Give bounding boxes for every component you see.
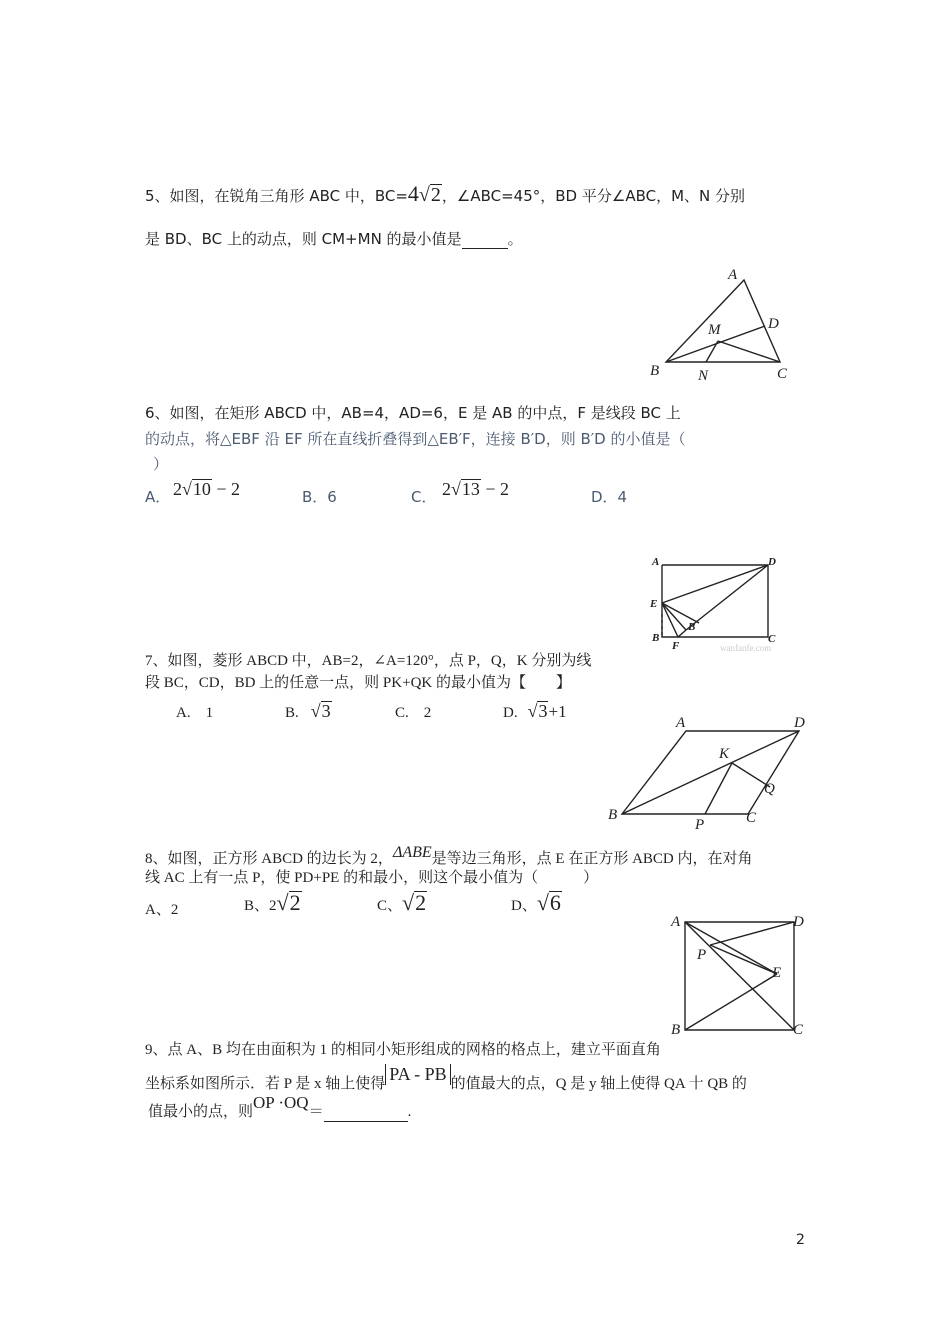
q8-option-d: D、√6 <box>511 890 561 915</box>
q7-label-d: D <box>794 715 805 731</box>
q6-option-c-label: C． <box>411 488 437 506</box>
q8-label-p: P <box>697 947 707 963</box>
q9-answer-blank <box>324 1104 408 1122</box>
q5-label-a: A <box>728 267 738 283</box>
q9-line1: 9、点 A、B 均在由面积为 1 的相同小矩形组成的网格的格点上，建立平面直角 <box>145 1042 661 1058</box>
q5-figure <box>640 262 800 384</box>
q5-line2 <box>145 228 523 249</box>
q5-label-m: M <box>708 322 721 338</box>
q5-label-d: D <box>768 316 779 332</box>
q5-triangle-abc <box>666 280 780 362</box>
q6-label-d: D <box>768 556 776 568</box>
q5-label-c: C <box>777 366 788 382</box>
q7-label-a: A <box>676 715 686 731</box>
q9-line3: 值最小的点，则OP ·OQ＝ . <box>148 1093 412 1120</box>
q6-label-a: A <box>652 556 660 568</box>
q7-segment-kp <box>705 763 732 814</box>
q7-figure <box>600 712 815 834</box>
q6-option-a <box>145 486 170 507</box>
q7-diagonal-bd <box>622 731 799 814</box>
q5-line1-b: ，∠ABC=45°，BD 平分∠ABC，M、N 分别 <box>441 187 746 205</box>
q5-label-n: N <box>698 368 709 384</box>
q9-abs-expr: PA - PB <box>385 1064 450 1085</box>
q7-label-b: B <box>608 807 618 823</box>
q8-line1: 8、如图，正方形 ABCD 的边长为 2，ΔABE是等边三角形，点 E 在正方形 ABCD 内，在对角 <box>145 844 753 867</box>
q5-label-b: B <box>650 363 660 379</box>
q7-label-k: K <box>719 746 730 762</box>
q8-line2: 线 AC 上有一点 P，使 PD+PE 的和最小，则这个最小值为（ ） <box>145 870 599 886</box>
q8-figure <box>668 910 813 1035</box>
q7-option-a: A. 1 <box>176 705 214 721</box>
q7-option-d: D. √3+1 <box>503 701 567 721</box>
q6-line2: 的动点，将△EBF 沿 EF 所在直线折叠得到△EB′F，连接 B′D，则 B′D 的小值是（ <box>145 430 686 448</box>
q5-bc-coef: 4 <box>407 181 419 206</box>
q8-label-e: E <box>772 965 782 981</box>
q8-segment-pd <box>710 922 794 945</box>
page-number: 2 <box>796 1232 805 1248</box>
q7-label-q: Q <box>764 781 775 797</box>
q5-bc-radicand: 2 <box>430 184 441 206</box>
q6-label-c: C <box>768 633 776 645</box>
q6-line3: ） <box>153 455 169 473</box>
q6-option-a-expr: 2√10 − 2 <box>173 479 241 499</box>
q6-option-c <box>411 486 436 507</box>
q8-label-a: A <box>671 914 681 930</box>
q6-option-a-label: A． <box>145 488 171 506</box>
q6-label-e: E <box>650 598 658 610</box>
q8-label-d: D <box>793 914 804 930</box>
q8-segment-be <box>685 974 777 1030</box>
q7-label-c: C <box>746 810 757 826</box>
q6-figure <box>644 552 804 656</box>
q6-segment-ed <box>662 565 768 603</box>
q6-segment-extra <box>662 603 699 623</box>
q8-label-b: B <box>671 1022 681 1035</box>
q6-option-b: B．6 <box>302 488 337 506</box>
q9-dot-expr: OP ·OQ <box>253 1093 309 1112</box>
q5-segment-cm <box>718 341 780 362</box>
q6-line1: 6、如图，在矩形 ABCD 中，AB=4，AD=6，E 是 AB 的中点，F 是线段 BC 上 <box>145 404 681 422</box>
q7-line2: 段 BC，CD，BD 上的任意一点，则 PK+QK 的最小值为【 】 <box>145 675 571 691</box>
q5-line2-a: 是 BD、BC 上的动点，则 CM+MN 的最小值是 <box>145 230 462 248</box>
q7-option-b: B. √3 <box>285 701 331 721</box>
q5-line1: 5、如图，在锐角三角形 ABC 中，BC=4√2，∠ABC=45°，BD 平分∠ABC，M、N 分别 <box>145 181 746 206</box>
q6-segment-b2d <box>686 565 768 630</box>
q5-segment-mn <box>706 341 718 362</box>
q9-line2: 坐标系如图所示．若 P 是 x 轴上使得 PA - PB 的值最大的点，Q 是 y 轴上使得 QA 十 QB 的 <box>145 1064 747 1092</box>
q5-line2-b: 。 <box>507 230 523 248</box>
q6-option-d: D．4 <box>591 488 628 506</box>
q8-triangle-abe: ΔABE <box>392 844 432 861</box>
q6-segment-eb2 <box>662 603 686 630</box>
q6-segment-fb2 <box>678 630 686 637</box>
q7-line1: 7、如图，菱形 ABCD 中，AB=2，∠A=120°，点 P，Q，K 分别为线 <box>145 653 592 669</box>
q8-segment-pe <box>710 945 777 974</box>
q6-option-c-expr: 2√13 − 2 <box>442 479 510 499</box>
q7-label-p: P <box>695 817 705 833</box>
q6-label-b-prime: B <box>688 621 696 633</box>
q8-option-b: B、2√2 <box>244 890 301 915</box>
q8-option-a: A、2 <box>145 902 179 918</box>
q5-answer-blank <box>462 230 508 249</box>
q6-rectangle <box>662 565 768 637</box>
q8-option-c: C、√2 <box>377 890 427 915</box>
q7-option-c: C. 2 <box>395 705 432 721</box>
q5-line1-a: 5、如图，在锐角三角形 ABC 中，BC= <box>145 187 408 205</box>
q8-label-c: C <box>793 1022 804 1035</box>
q6-label-b: B <box>652 632 660 644</box>
q6-label-f: F <box>672 640 680 652</box>
q6-watermark: wanfanfe.com <box>720 643 772 653</box>
